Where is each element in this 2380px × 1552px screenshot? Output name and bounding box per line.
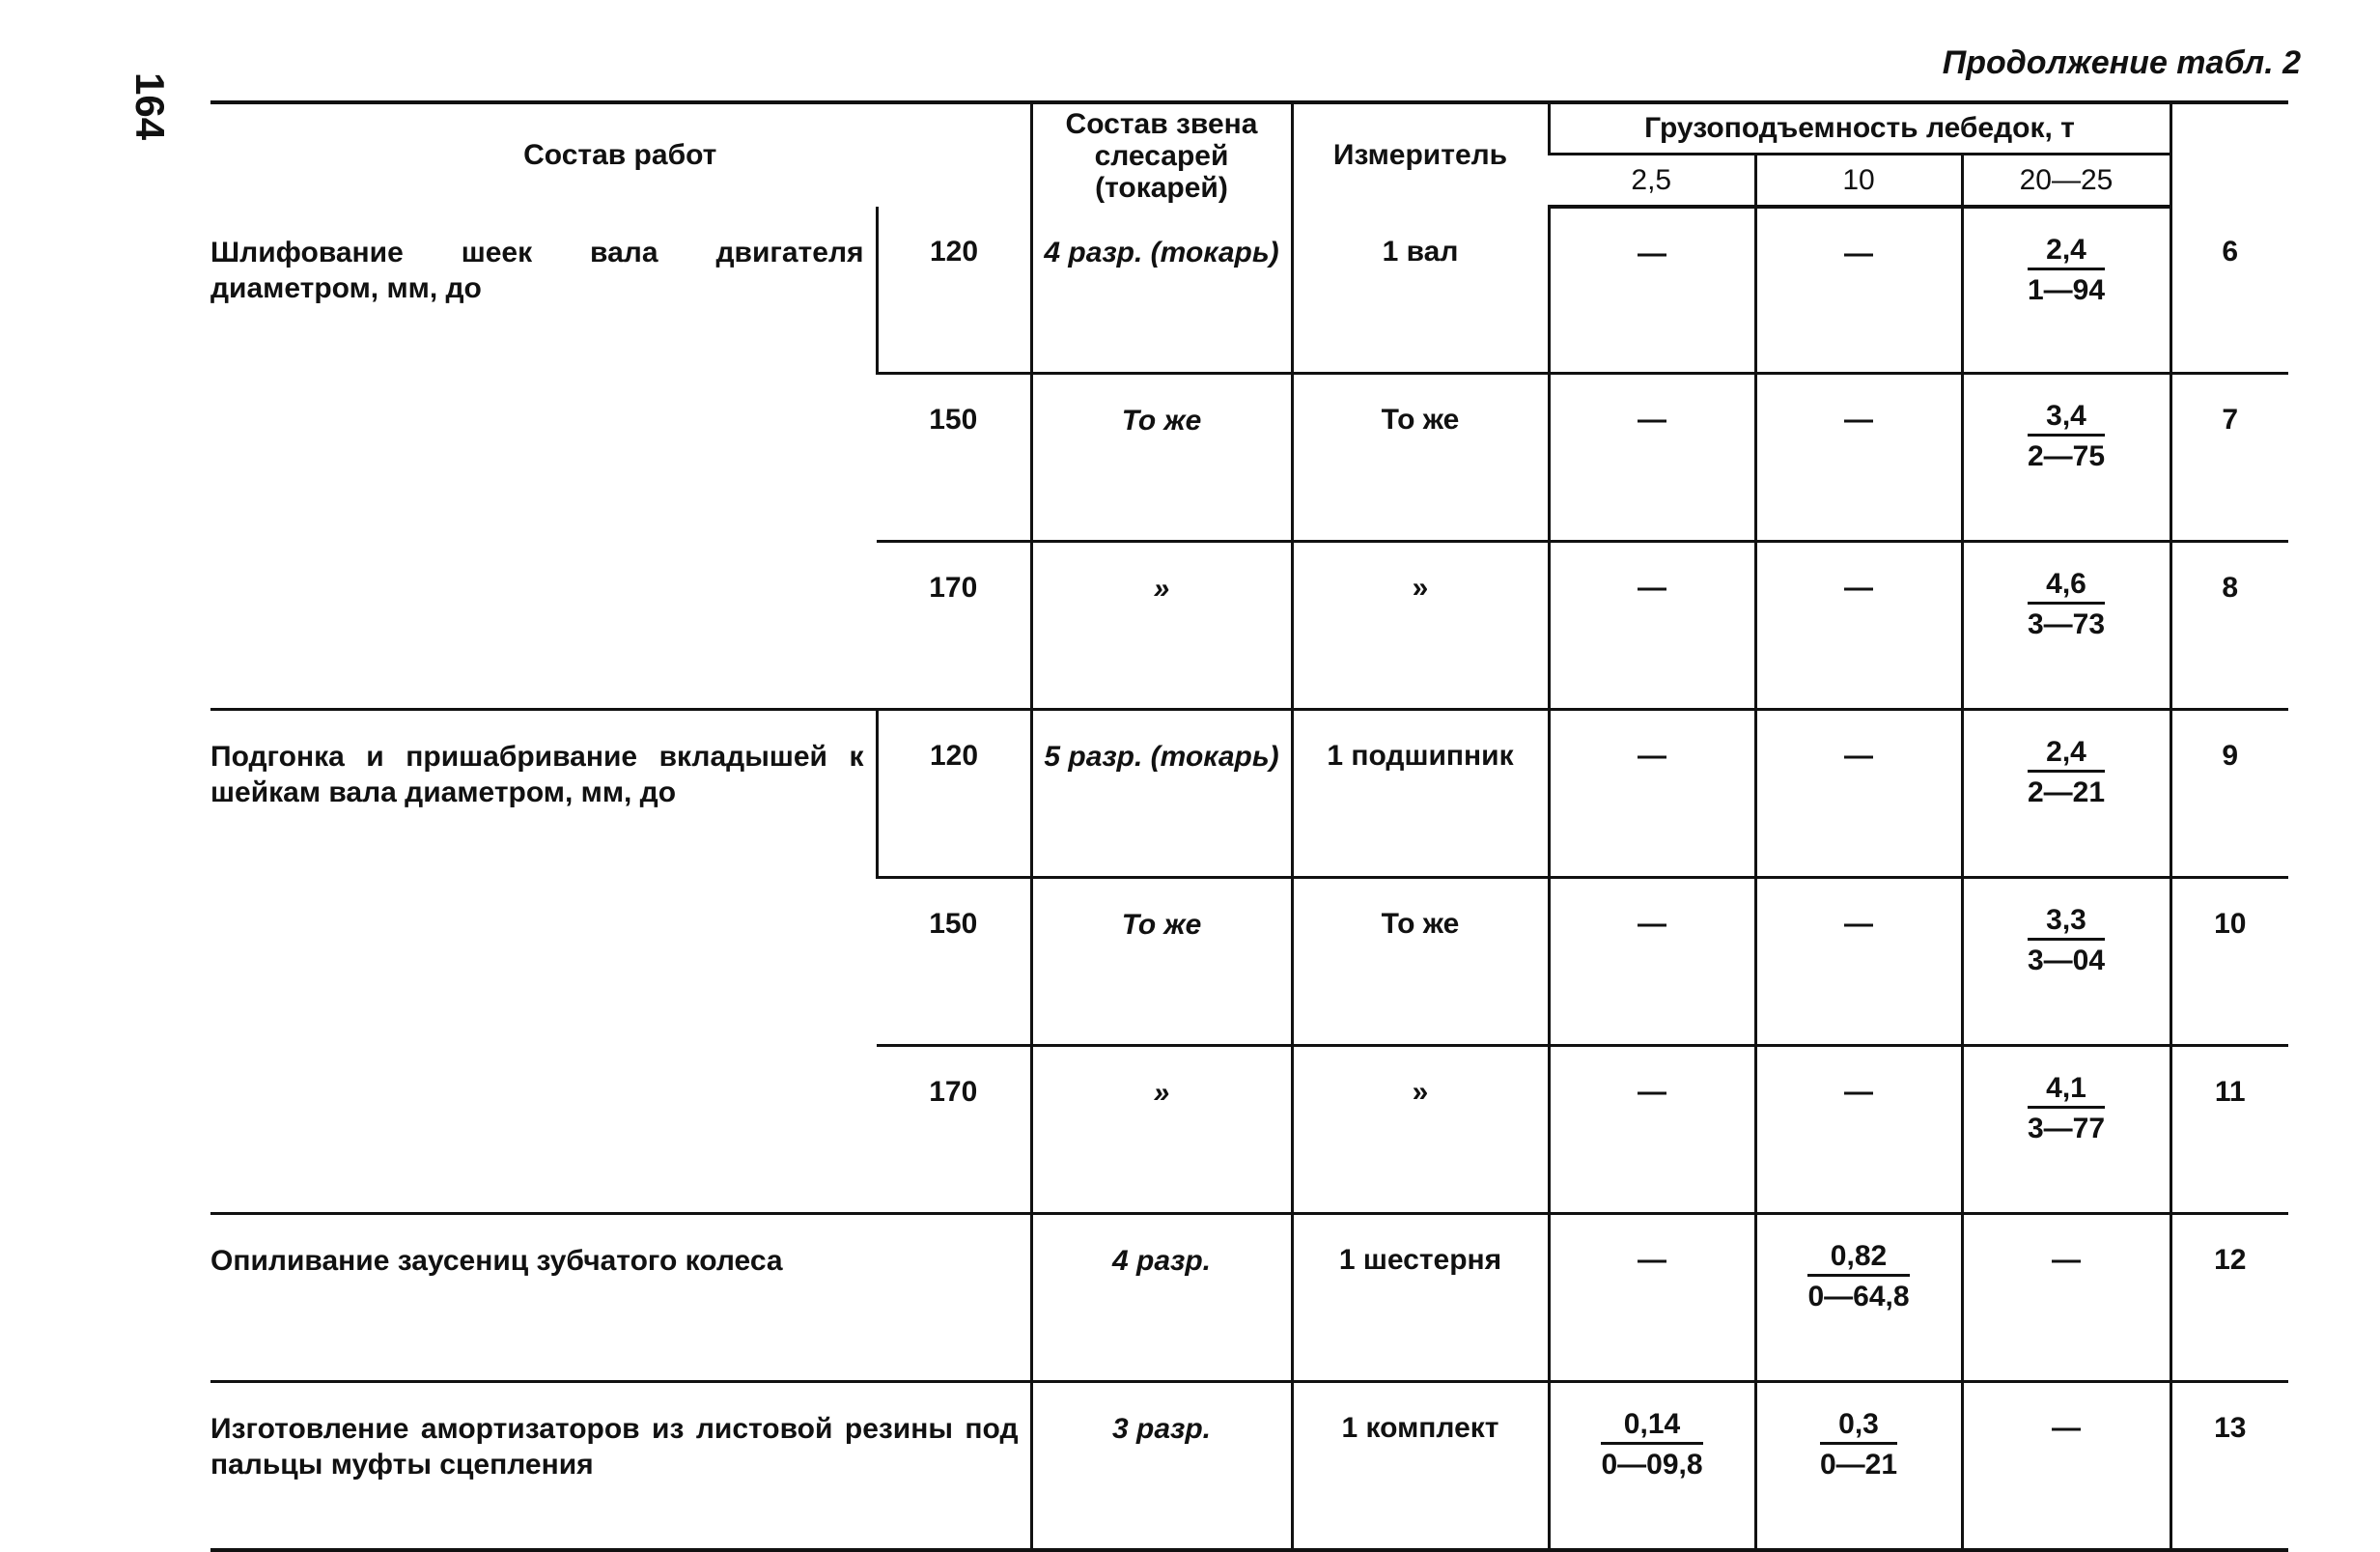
table-row xyxy=(210,207,2288,374)
capacity-cell xyxy=(1549,710,1755,878)
norm-fraction xyxy=(2028,904,2105,976)
row-number: 13 xyxy=(2170,1382,2288,1551)
dash-mark: — xyxy=(2052,1244,2081,1276)
work-description: Изготовление амортизаторов из листовой резины под пальцы муфты сцепления xyxy=(210,1382,1031,1551)
norm-fraction xyxy=(1807,1240,1909,1312)
unit-of-measure: » xyxy=(1292,1046,1549,1214)
unit-of-measure: 1 вал xyxy=(1292,207,1549,374)
work-description: Подгонка и пришабривание вкладышей к шейкам вала диаметром, мм, до xyxy=(210,710,877,1214)
shaft-diameter: 120 xyxy=(877,710,1031,878)
row-number: 9 xyxy=(2170,710,2288,878)
dash-mark: — xyxy=(1638,1076,1666,1108)
capacity-cell xyxy=(1549,1382,1755,1551)
capacity-cell xyxy=(1962,542,2170,710)
row-number: 10 xyxy=(2170,878,2288,1046)
norm-cost: 3—04 xyxy=(2027,945,2106,976)
norm-time: 3,4 xyxy=(2028,400,2105,437)
dash-mark: — xyxy=(1638,238,1666,269)
capacity-cell xyxy=(1755,1382,1962,1551)
unit-of-measure: То же xyxy=(1292,374,1549,542)
norm-fraction xyxy=(1601,1408,1702,1481)
norm-fraction xyxy=(1820,1408,1897,1481)
row-number: 6 xyxy=(2170,207,2288,374)
header-work: Состав работ xyxy=(210,102,1031,207)
dash-mark: — xyxy=(1844,1076,1873,1108)
row-number: 7 xyxy=(2170,374,2288,542)
norm-time: 4,6 xyxy=(2028,568,2105,605)
crew-composition: » xyxy=(1031,1046,1292,1214)
norm-time: 2,4 xyxy=(2028,234,2105,270)
header-crew: Состав звена слесарей (токарей) xyxy=(1031,102,1292,207)
norm-fraction xyxy=(2028,736,2105,808)
table-row xyxy=(210,1382,2288,1551)
capacity-cell xyxy=(1549,374,1755,542)
table-row xyxy=(210,710,2288,878)
norm-time: 0,3 xyxy=(1820,1408,1897,1445)
shaft-diameter: 120 xyxy=(877,207,1031,374)
norm-time: 0,82 xyxy=(1807,1240,1909,1277)
shaft-diameter: 170 xyxy=(877,1046,1031,1214)
capacity-cell xyxy=(1549,542,1755,710)
norm-fraction xyxy=(2028,400,2105,472)
norm-cost: 2—21 xyxy=(2027,776,2106,808)
capacity-cell xyxy=(1962,1214,2170,1382)
shaft-diameter: 170 xyxy=(877,542,1031,710)
unit-of-measure: То же xyxy=(1292,878,1549,1046)
dash-mark: — xyxy=(1844,404,1873,436)
header-number xyxy=(2170,102,2288,207)
norm-cost: 1—94 xyxy=(2027,274,2106,306)
norm-cost: 0—21 xyxy=(1819,1449,1898,1481)
norms-table xyxy=(210,100,2288,1552)
dash-mark: — xyxy=(2052,1412,2081,1444)
capacity-cell xyxy=(1755,542,1962,710)
crew-composition: 5 разр. (токарь) xyxy=(1031,710,1292,878)
capacity-cell xyxy=(1962,207,2170,374)
norm-time: 4,1 xyxy=(2028,1072,2105,1109)
capacity-cell xyxy=(1549,207,1755,374)
dash-mark: — xyxy=(1638,572,1666,604)
crew-composition: То же xyxy=(1031,374,1292,542)
capacity-cell xyxy=(1755,1046,1962,1214)
crew-composition: 3 разр. xyxy=(1031,1382,1292,1551)
crew-composition: » xyxy=(1031,542,1292,710)
capacity-cell xyxy=(1962,1382,2170,1551)
norm-cost: 3—77 xyxy=(2027,1113,2106,1144)
shaft-diameter: 150 xyxy=(877,374,1031,542)
unit-of-measure: 1 комплект xyxy=(1292,1382,1549,1551)
unit-of-measure: 1 подшипник xyxy=(1292,710,1549,878)
crew-composition: 4 разр. (токарь) xyxy=(1031,207,1292,374)
norm-cost: 0—64,8 xyxy=(1807,1281,1910,1312)
capacity-cell xyxy=(1962,878,2170,1046)
unit-of-measure: » xyxy=(1292,542,1549,710)
dash-mark: — xyxy=(1638,908,1666,940)
norm-fraction xyxy=(2028,1072,2105,1144)
capacity-cell xyxy=(1755,878,1962,1046)
capacity-cell xyxy=(1549,878,1755,1046)
norm-time: 3,3 xyxy=(2028,904,2105,941)
table-continuation-caption: Продолжение табл. 2 xyxy=(1942,44,2301,81)
work-description: Опиливание заусениц зубчатого колеса xyxy=(210,1214,1031,1382)
header-capacity-20-25: 20—25 xyxy=(1962,155,2170,208)
header-capacity-2-5: 2,5 xyxy=(1549,155,1755,208)
capacity-cell xyxy=(1962,710,2170,878)
dash-mark: — xyxy=(1844,740,1873,772)
dash-mark: — xyxy=(1844,238,1873,269)
crew-composition: 4 разр. xyxy=(1031,1214,1292,1382)
norm-time: 0,14 xyxy=(1601,1408,1702,1445)
norm-fraction xyxy=(2028,234,2105,306)
dash-mark: — xyxy=(1844,908,1873,940)
capacity-cell xyxy=(1549,1046,1755,1214)
norm-cost: 0—09,8 xyxy=(1601,1449,1703,1481)
capacity-cell xyxy=(1755,710,1962,878)
row-number: 11 xyxy=(2170,1046,2288,1214)
crew-composition: То же xyxy=(1031,878,1292,1046)
norm-cost: 2—75 xyxy=(2027,440,2106,472)
dash-mark: — xyxy=(1638,1244,1666,1276)
norm-time: 2,4 xyxy=(2028,736,2105,773)
work-description: Шлифование шеек вала двигателя диаметром, мм, до xyxy=(210,207,877,710)
capacity-cell xyxy=(1962,374,2170,542)
norm-fraction xyxy=(2028,568,2105,640)
dash-mark: — xyxy=(1638,404,1666,436)
shaft-diameter: 150 xyxy=(877,878,1031,1046)
table-row xyxy=(210,1214,2288,1382)
capacity-cell xyxy=(1962,1046,2170,1214)
capacity-cell xyxy=(1755,1214,1962,1382)
page-number: 164 xyxy=(127,72,173,141)
capacity-cell xyxy=(1755,374,1962,542)
row-number: 8 xyxy=(2170,542,2288,710)
header-capacity-10: 10 xyxy=(1755,155,1962,208)
unit-of-measure: 1 шестерня xyxy=(1292,1214,1549,1382)
table-body xyxy=(210,207,2288,1550)
capacity-cell xyxy=(1755,207,1962,374)
row-number: 12 xyxy=(2170,1214,2288,1382)
dash-mark: — xyxy=(1638,740,1666,772)
header-capacity: Грузоподъемность лебедок, т xyxy=(1549,102,2170,155)
dash-mark: — xyxy=(1844,572,1873,604)
header-unit: Измеритель xyxy=(1292,102,1549,207)
capacity-cell xyxy=(1549,1214,1755,1382)
norm-cost: 3—73 xyxy=(2027,608,2106,640)
